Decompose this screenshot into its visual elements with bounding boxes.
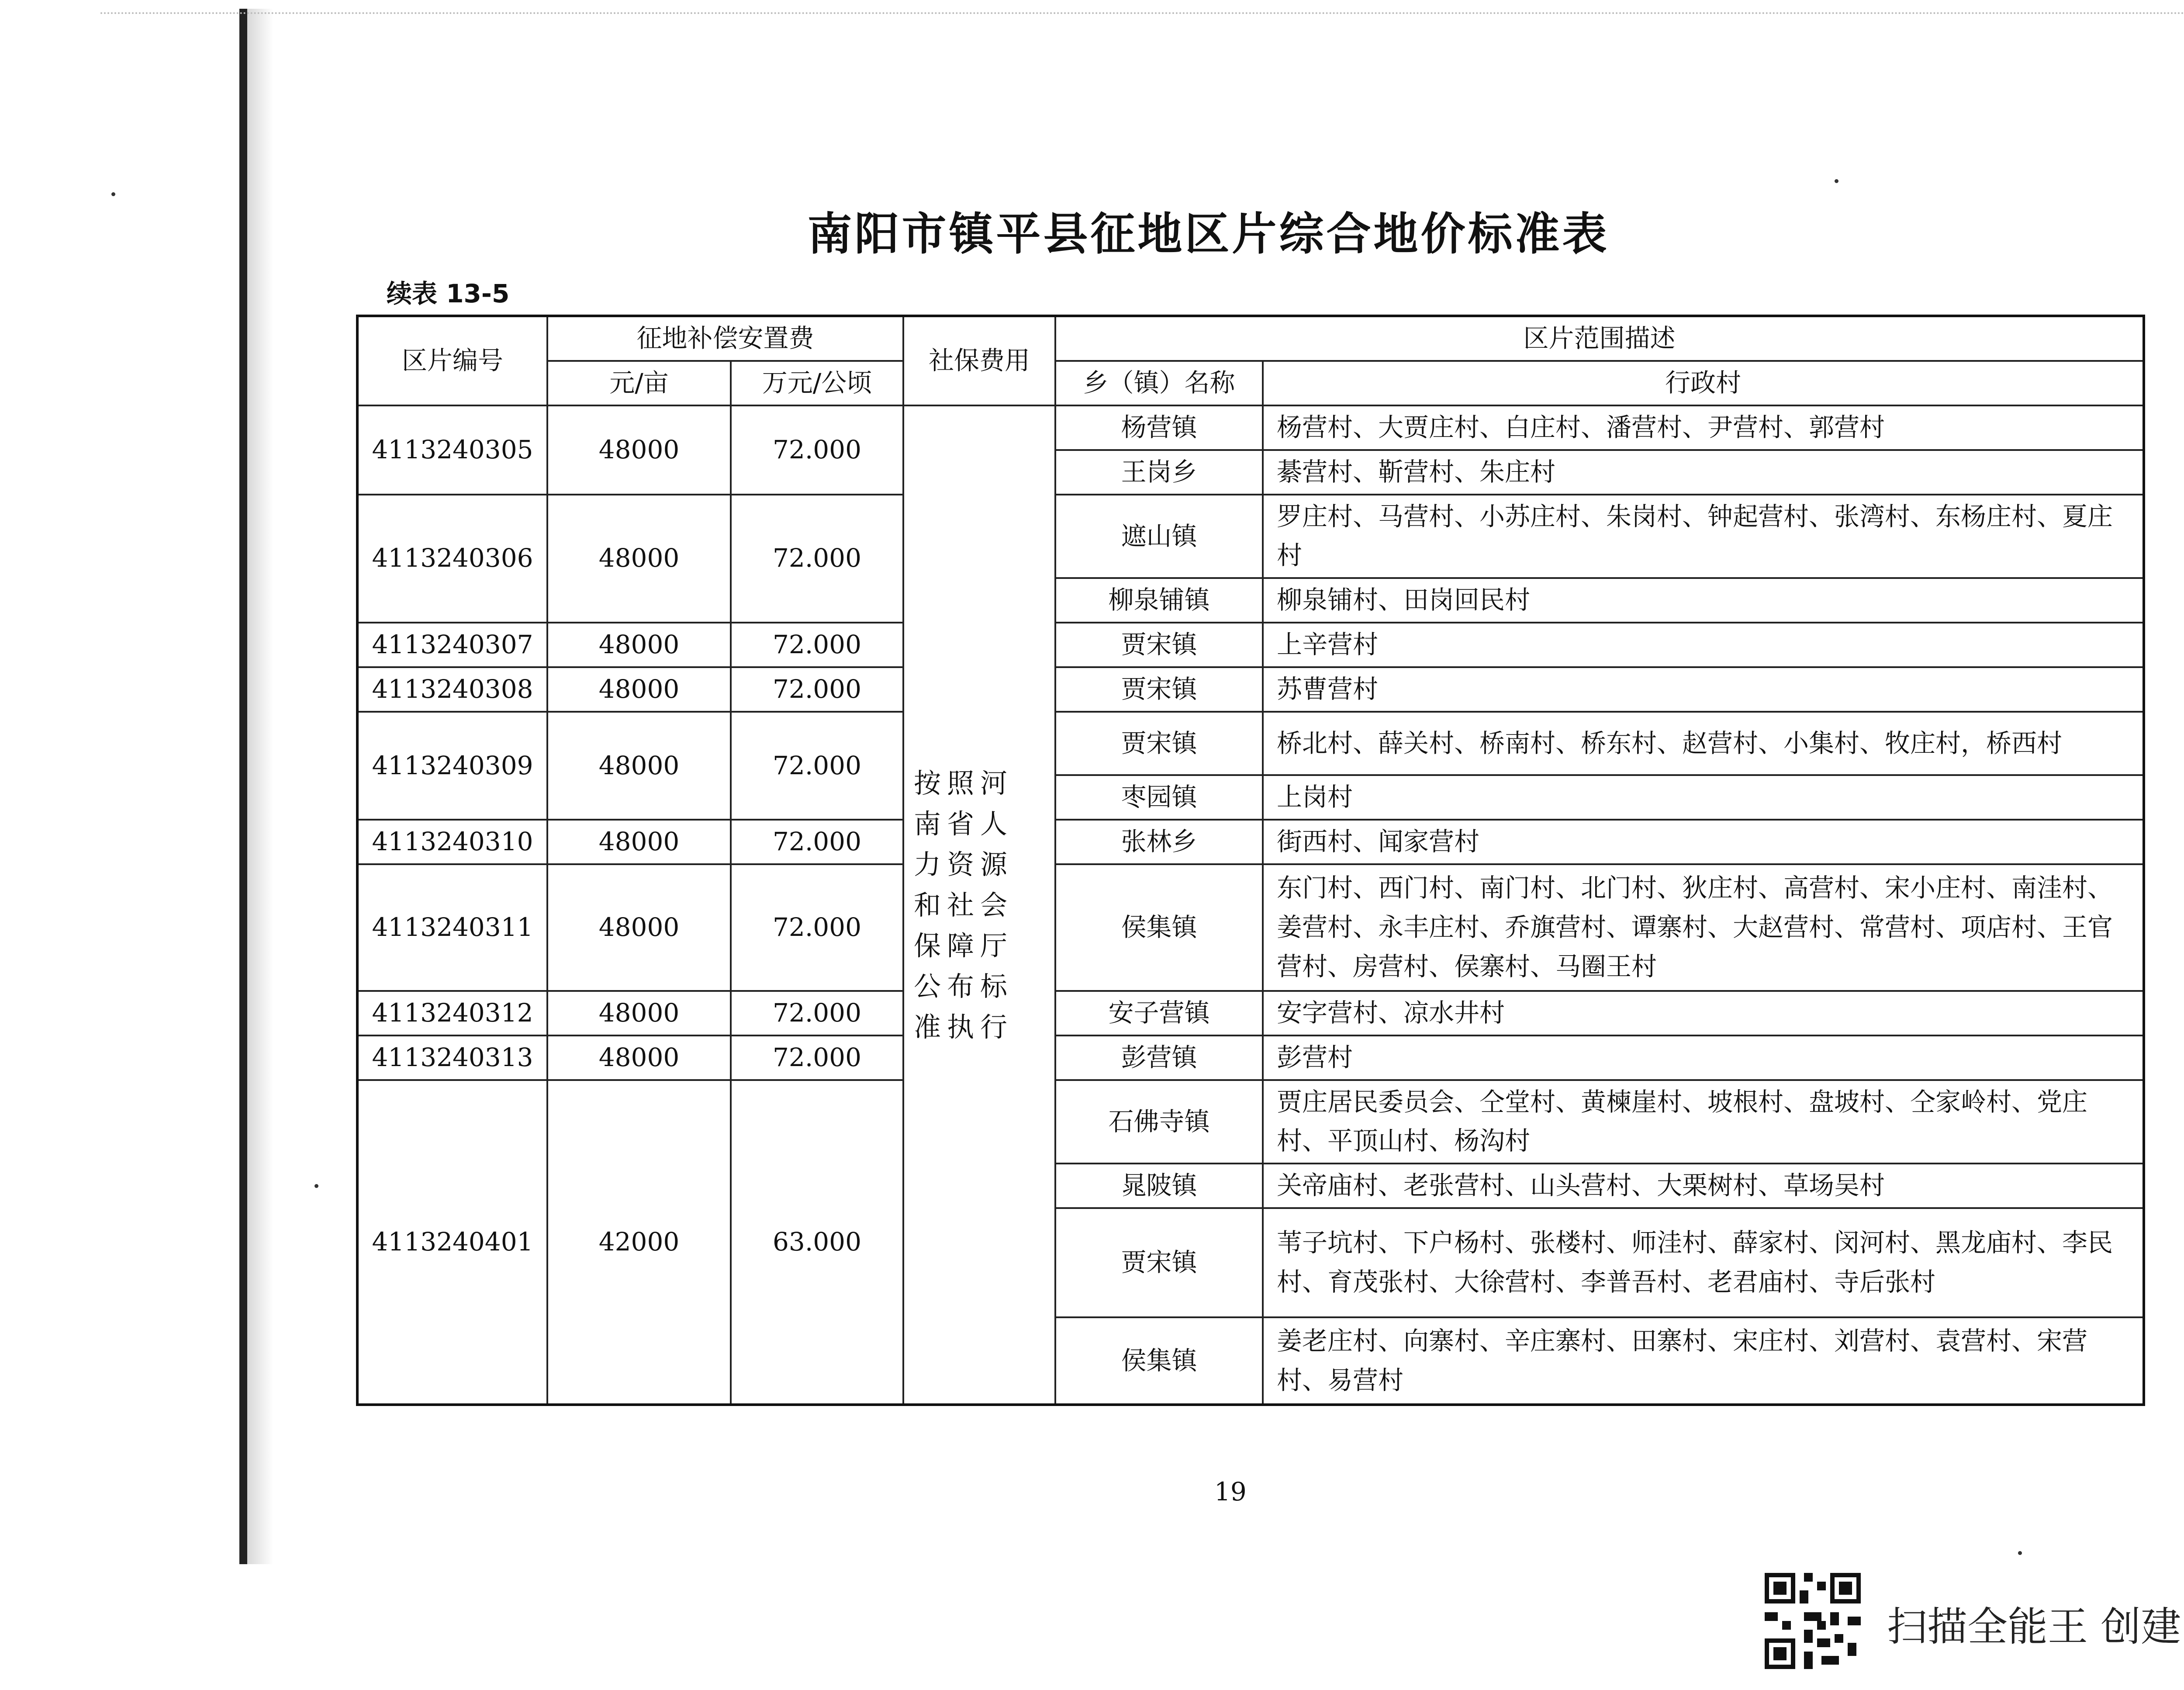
villages-cell: 贾庄居民委员会、仝堂村、黄楝崖村、坡根村、盘坡村、仝家岭村、党庄村、平顶山村、杨沟村 — [1263, 1080, 2144, 1164]
scanner-watermark — [1760, 1569, 2184, 1673]
town-cell: 彭营镇 — [1055, 1035, 1263, 1080]
zone-code-cell: 4113240309 — [357, 712, 547, 820]
town-cell: 侯集镇 — [1055, 1317, 1263, 1405]
villages-cell: 上辛营村 — [1263, 623, 2144, 667]
villages-cell: 上岗村 — [1263, 775, 2144, 820]
villages-cell: 杨营村、大贾庄村、白庄村、潘营村、尹营村、郭营村 — [1263, 405, 2144, 450]
header-wan-per-hectare: 万元/公顷 — [731, 361, 903, 405]
yuan-per-mu-cell: 48000 — [547, 1035, 731, 1080]
header-zone-scope: 区片范围描述 — [1055, 316, 2144, 361]
header-villages: 行政村 — [1263, 361, 2144, 405]
scan-speck — [314, 1184, 318, 1188]
zone-code-cell: 4113240310 — [357, 820, 547, 864]
zone-code-cell: 4113240307 — [357, 623, 547, 667]
wan-per-hectare-cell: 63.000 — [731, 1080, 903, 1405]
wan-per-hectare-cell: 72.000 — [731, 864, 903, 991]
town-cell: 遮山镇 — [1055, 495, 1263, 578]
wan-per-hectare-cell: 72.000 — [731, 712, 903, 820]
town-cell: 贾宋镇 — [1055, 712, 1263, 775]
wan-per-hectare-cell: 72.000 — [731, 495, 903, 623]
zone-code-cell: 4113240311 — [357, 864, 547, 991]
wan-per-hectare-cell: 72.000 — [731, 667, 903, 712]
scan-top-edge — [100, 12, 2184, 17]
town-cell: 安子营镇 — [1055, 991, 1263, 1035]
villages-cell: 苇子坑村、下户杨村、张楼村、师洼村、薛家村、闵河村、黑龙庙村、李民村、育茂张村、大徐营村、李普吾村、老君庙村、寺后张村 — [1263, 1208, 2144, 1317]
yuan-per-mu-cell: 48000 — [547, 991, 731, 1035]
continued-table-label: 续表 13-5 — [387, 279, 510, 308]
town-cell: 贾宋镇 — [1055, 623, 1263, 667]
scan-speck — [111, 192, 115, 196]
zone-code-cell: 4113240401 — [357, 1080, 547, 1405]
header-yuan-per-mu: 元/亩 — [547, 361, 731, 405]
villages-cell: 安字营村、凉水井村 — [1263, 991, 2144, 1035]
header-town-name: 乡（镇）名称 — [1055, 361, 1263, 405]
zone-code-cell: 4113240313 — [357, 1035, 547, 1080]
zone-code-cell: 4113240306 — [357, 495, 547, 623]
town-cell: 侯集镇 — [1055, 864, 1263, 991]
yuan-per-mu-cell: 48000 — [547, 864, 731, 991]
wan-per-hectare-cell: 72.000 — [731, 623, 903, 667]
villages-cell: 柳泉铺村、田岗回民村 — [1263, 578, 2144, 623]
wan-per-hectare-cell: 72.000 — [731, 820, 903, 864]
zone-code-cell: 4113240308 — [357, 667, 547, 712]
page-title: 南阳市镇平县征地区片综合地价标准表 — [807, 208, 1610, 260]
header-compensation: 征地补偿安置费 — [547, 316, 903, 361]
villages-cell: 街西村、闻家营村 — [1263, 820, 2144, 864]
town-cell: 晁陂镇 — [1055, 1164, 1263, 1208]
town-cell: 柳泉铺镇 — [1055, 578, 1263, 623]
yuan-per-mu-cell: 48000 — [547, 405, 731, 495]
scan-speck — [1835, 179, 1838, 183]
yuan-per-mu-cell: 48000 — [547, 667, 731, 712]
town-cell: 枣园镇 — [1055, 775, 1263, 820]
yuan-per-mu-cell: 48000 — [547, 820, 731, 864]
town-cell: 杨营镇 — [1055, 405, 1263, 450]
town-cell: 王岗乡 — [1055, 450, 1263, 495]
zone-code-cell: 4113240312 — [357, 991, 547, 1035]
town-cell: 贾宋镇 — [1055, 1208, 1263, 1317]
scan-speck — [2018, 1551, 2022, 1555]
qr-code-icon — [1760, 1569, 1865, 1673]
zone-code-cell: 4113240305 — [357, 405, 547, 495]
town-cell: 石佛寺镇 — [1055, 1080, 1263, 1164]
villages-cell: 关帝庙村、老张营村、山头营村、大栗树村、草场吴村 — [1263, 1164, 2144, 1208]
villages-cell: 苏曹营村 — [1263, 667, 2144, 712]
villages-cell: 彭营村 — [1263, 1035, 2144, 1080]
villages-cell: 东门村、西门村、南门村、北门村、狄庄村、高营村、宋小庄村、南洼村、姜营村、永丰庄村、乔旗营村、谭寨村、大赵营村、常营村、项店村、王官营村、房营村、侯寨村、马圈王村 — [1263, 864, 2144, 991]
wan-per-hectare-cell: 72.000 — [731, 991, 903, 1035]
yuan-per-mu-cell: 48000 — [547, 712, 731, 820]
villages-cell: 桥北村、薛关村、桥南村、桥东村、赵营村、小集村、牧庄村，桥西村 — [1263, 712, 2144, 775]
town-cell: 张林乡 — [1055, 820, 1263, 864]
yuan-per-mu-cell: 48000 — [547, 495, 731, 623]
land-price-table — [356, 315, 2145, 1406]
wan-per-hectare-cell: 72.000 — [731, 405, 903, 495]
yuan-per-mu-cell: 48000 — [547, 623, 731, 667]
social-security-note: 按照河南省人力资源和社会保障厅公布标准执行 — [903, 405, 1055, 1405]
yuan-per-mu-cell: 42000 — [547, 1080, 731, 1405]
header-social-security: 社保费用 — [903, 316, 1055, 405]
page-number: 19 — [1214, 1477, 1247, 1506]
wan-per-hectare-cell: 72.000 — [731, 1035, 903, 1080]
scanner-brand-text: 扫描全能王 创建 — [1887, 1603, 2181, 1650]
villages-cell: 罗庄村、马营村、小苏庄村、朱岗村、钟起营村、张湾村、东杨庄村、夏庄村 — [1263, 495, 2144, 578]
town-cell: 贾宋镇 — [1055, 667, 1263, 712]
header-zone-code: 区片编号 — [357, 316, 547, 405]
villages-cell: 姜老庄村、向寨村、辛庄寨村、田寨村、宋庄村、刘营村、袁营村、宋营村、易营村 — [1263, 1317, 2144, 1405]
villages-cell: 綦营村、靳营村、朱庄村 — [1263, 450, 2144, 495]
